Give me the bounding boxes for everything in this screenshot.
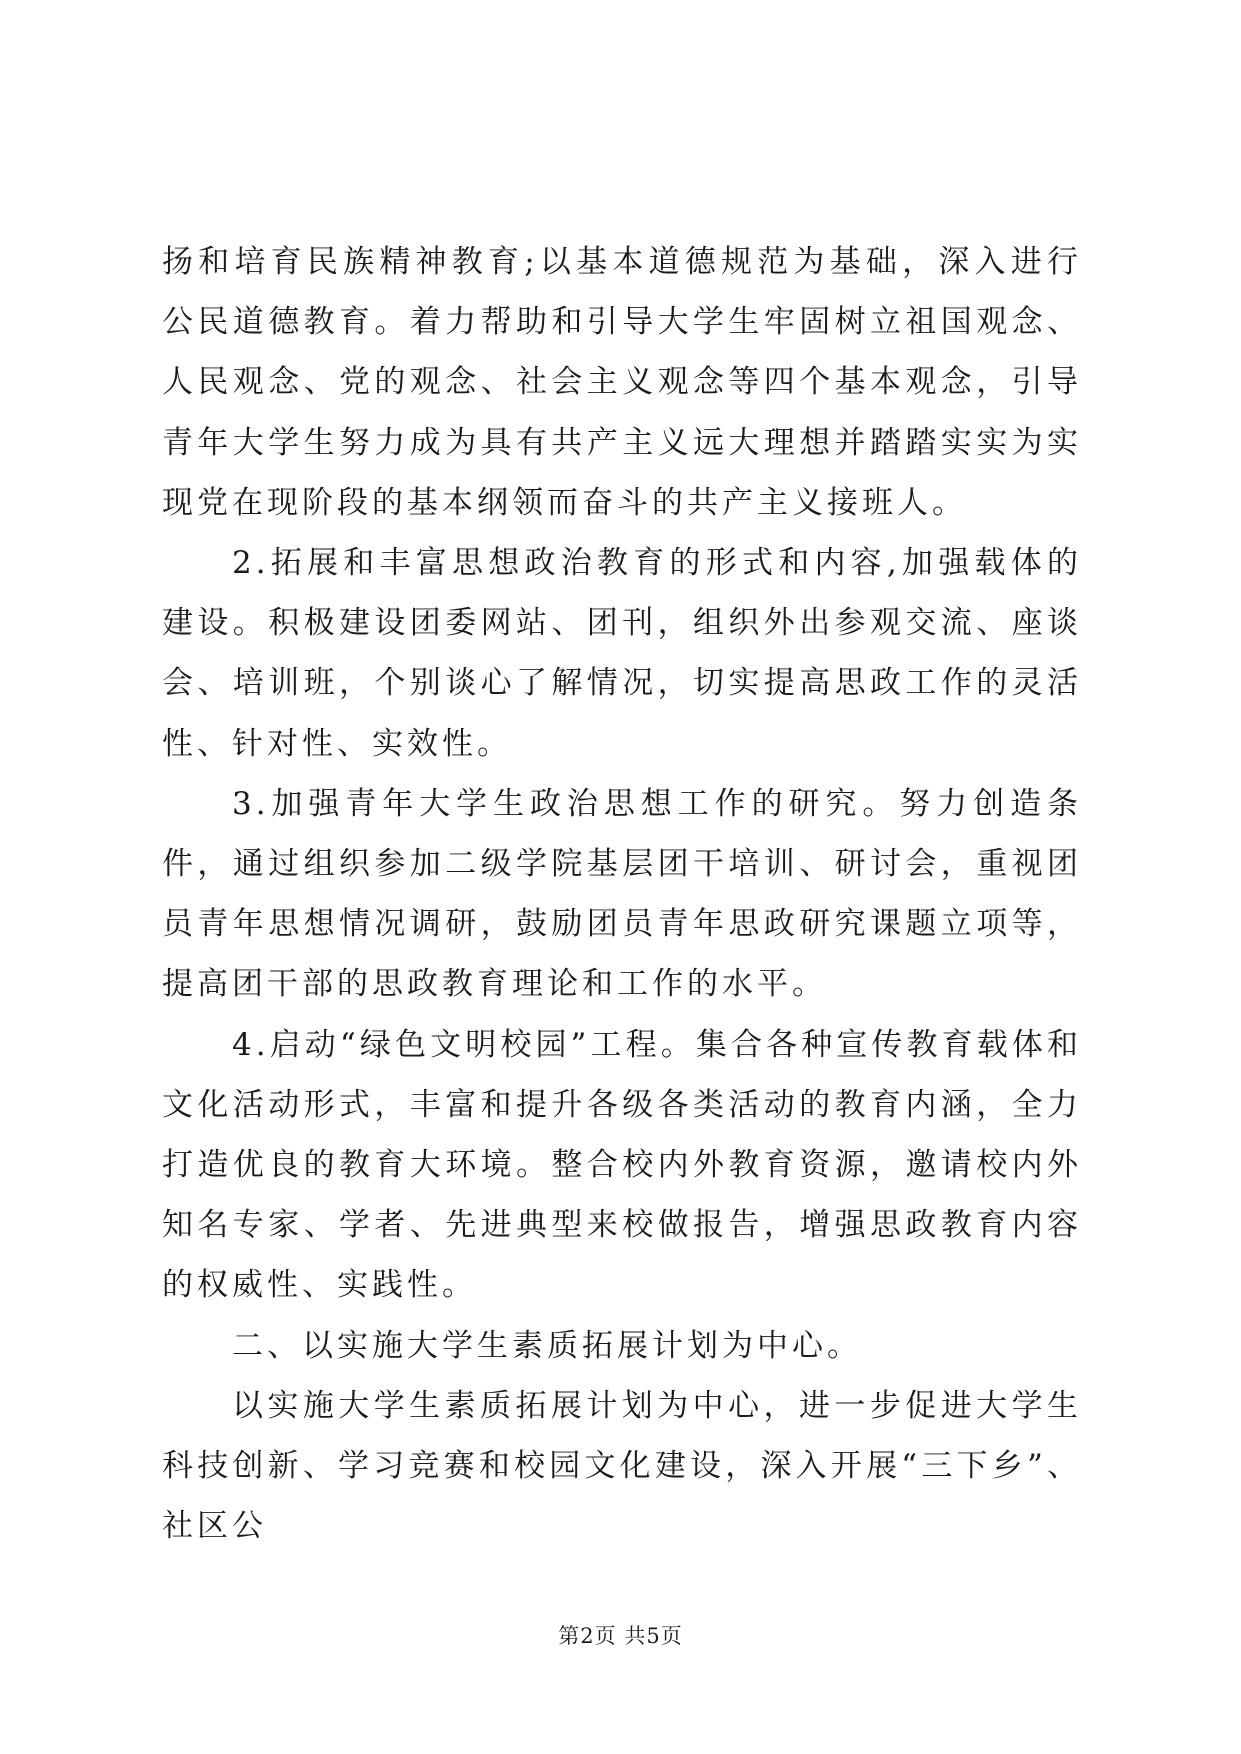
paragraph-section-intro: 以实施大学生素质拓展计划为中心，进一步促进大学生科技创新、学习竞赛和校园文化建设，深入开展“三下乡”、社区公: [162, 1387, 1082, 1545]
paragraph-item-3: 3.加强青年大学生政治思想工作的研究。努力创造条件，通过组织参加二级学院基层团干培训、研讨会，重视团员青年思想情况调研，鼓励团员青年思政研究课题立项等，提高团干部的思政教育理论和工作的水平。: [162, 785, 1082, 1003]
paragraph-continued: 扬和培育民族精神教育;以基本道德规范为基础，深入进行公民道德教育。着力帮助和引导大学生牢固树立祖国观念、人民观念、党的观念、社会主义观念等四个基本观念，引导青年大学生努力成为具有共产主义远大理想并踏踏实实为实现党在现阶段的基本纲领而奋斗的共产主义接班人。: [162, 244, 1082, 521]
paragraph-item-2: 2.拓展和丰富思想政治教育的形式和内容,加强载体的建设。积极建设团委网站、团刊，组织外出参观交流、座谈会、培训班，个别谈心了解情况，切实提高思政工作的灵活性、针对性、实效性。: [162, 545, 1082, 762]
paragraph-item-4: 4.启动“绿色文明校园”工程。集合各种宣传教育载体和文化活动形式，丰富和提升各级各类活动的教育内涵，全力打造优良的教育大环境。整合校内外教育资源，邀请校内外知名专家、学者、先进典型来校做报告，增强思政教育内容的权威性、实践性。: [162, 1026, 1082, 1304]
page-number-footer: 第2页 共5页: [558, 1624, 683, 1648]
document-body: [162, 232, 1082, 1556]
section-heading: 二、以实施大学生素质拓展计划为中心。: [232, 1327, 862, 1364]
